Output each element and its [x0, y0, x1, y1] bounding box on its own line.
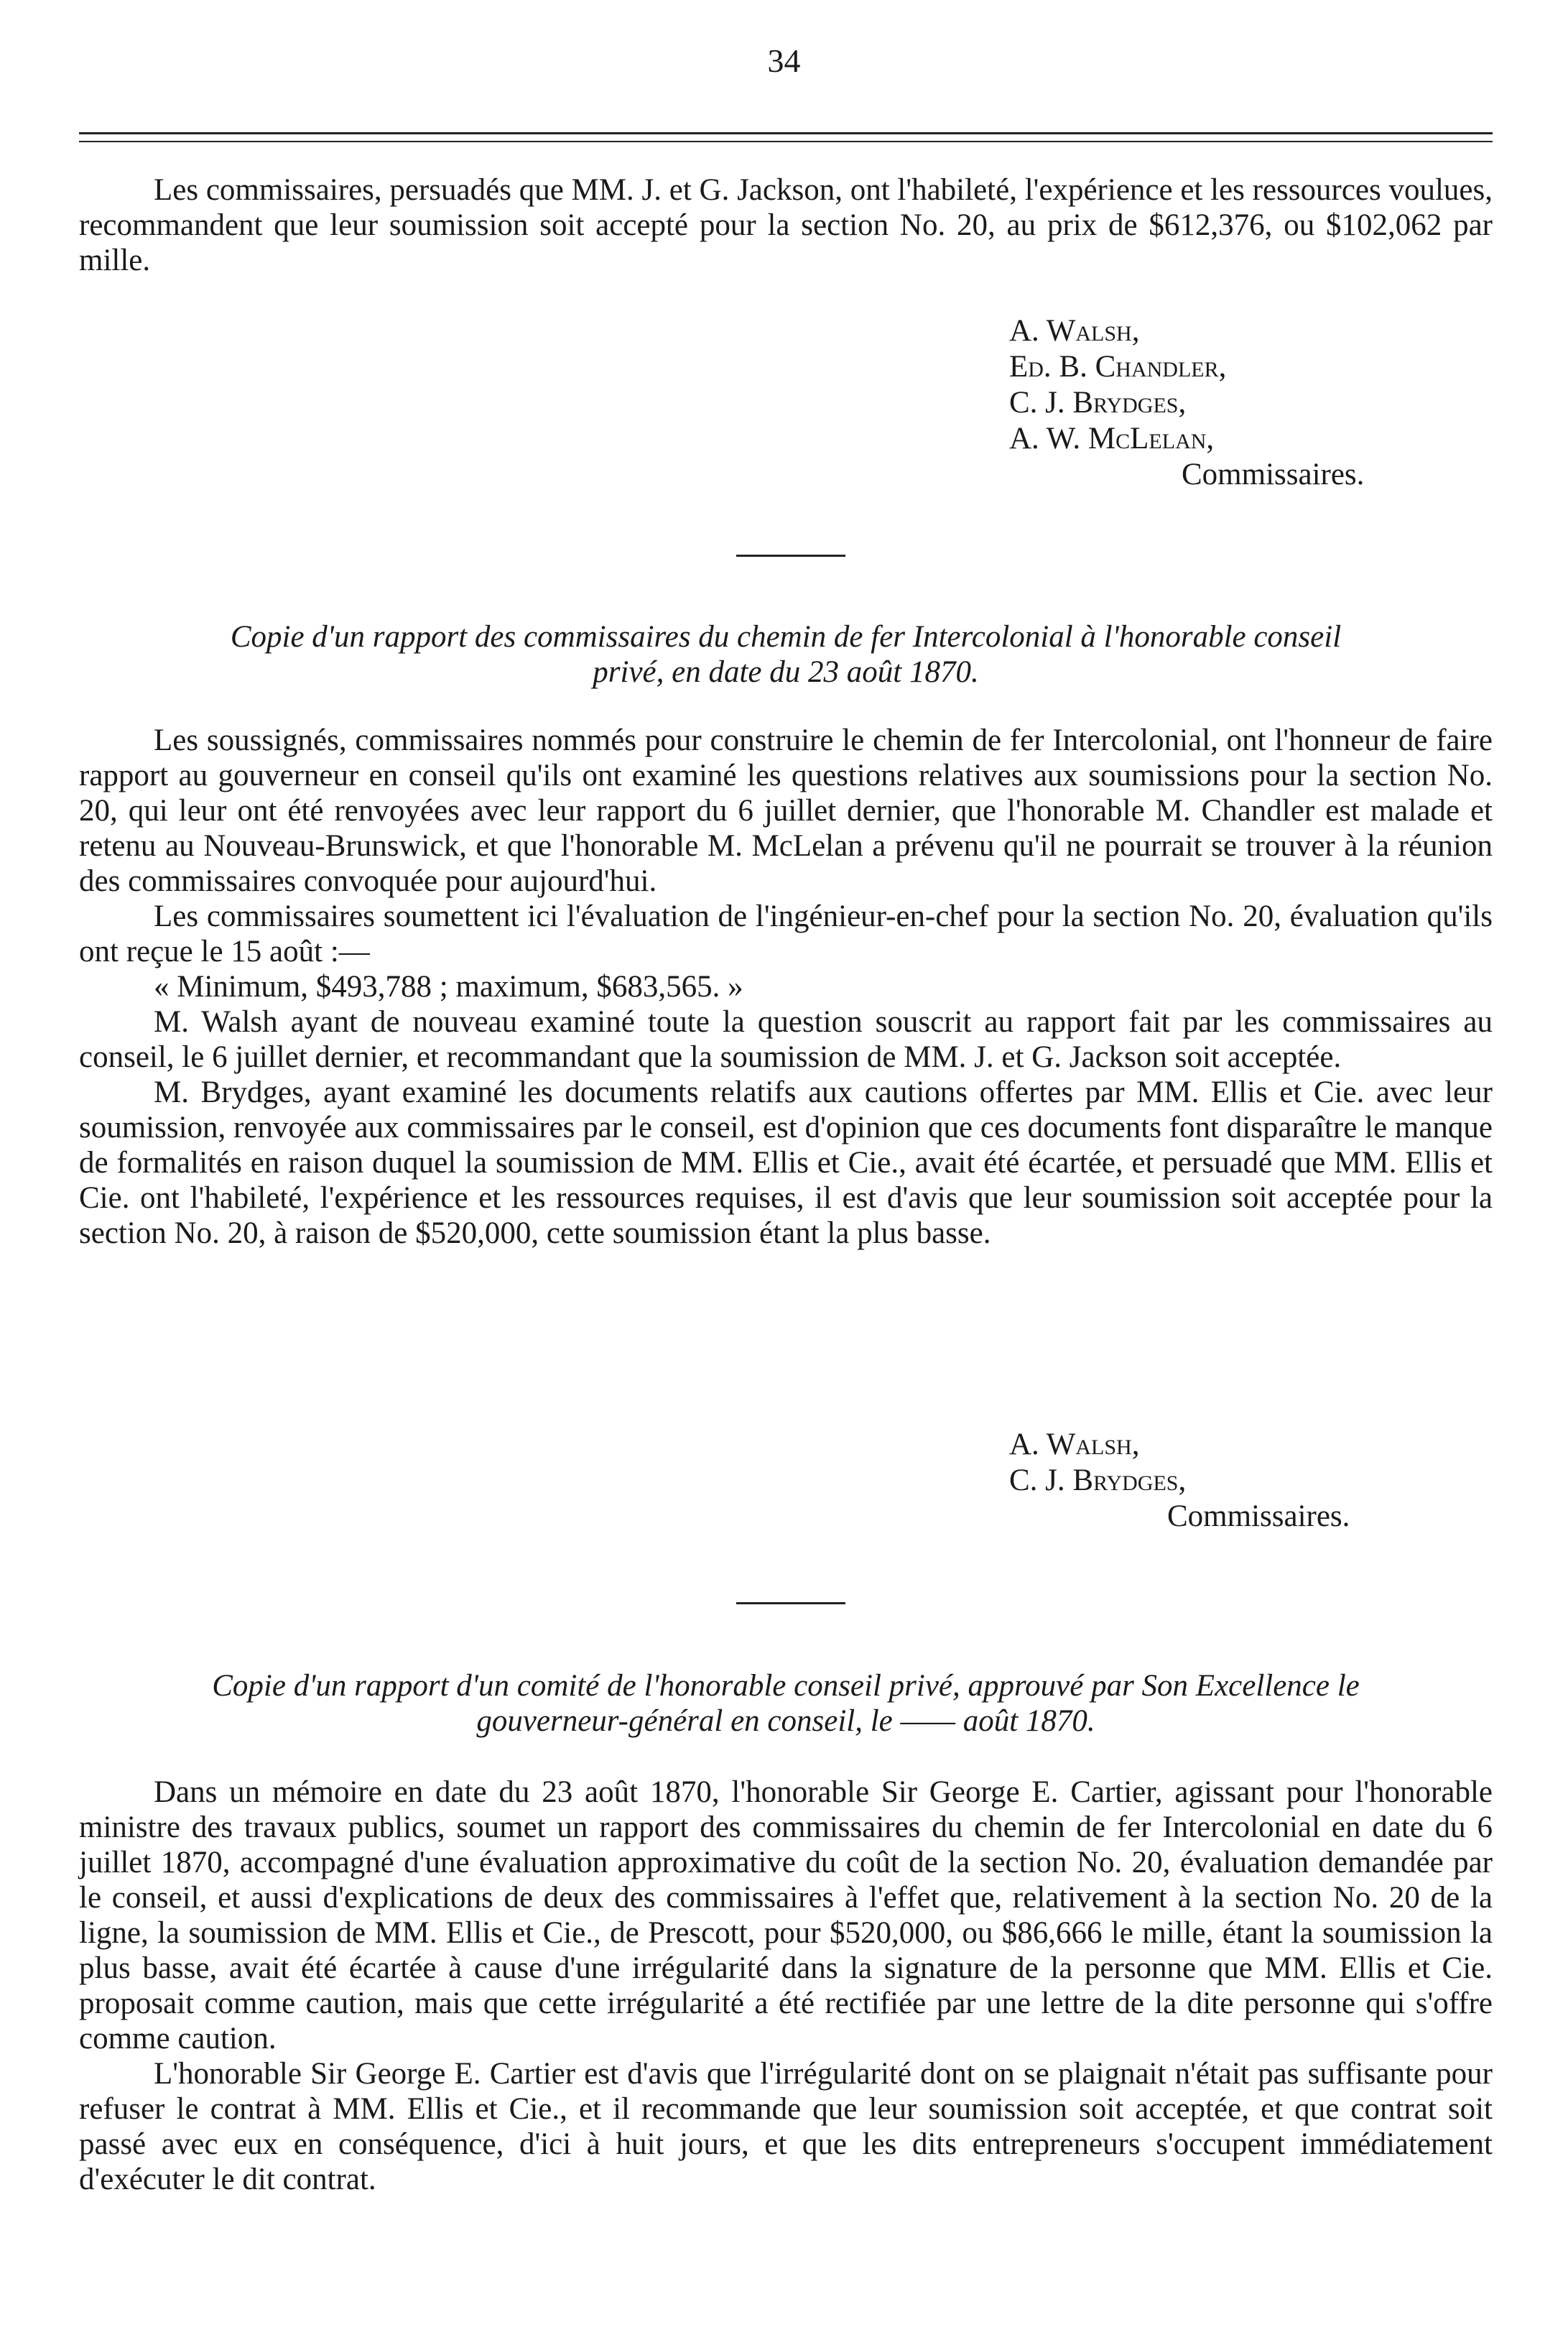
- section-1-body: [79, 172, 1493, 278]
- signatory-walsh-2: A. Walsh,: [1009, 1428, 1140, 1461]
- header-double-rule: [79, 132, 1493, 142]
- section-2-signature-block: [1009, 1427, 1350, 1535]
- section-3-heading: [79, 1668, 1493, 1739]
- section-2-heading-line-2: privé, en date du 23 août 1870.: [593, 655, 979, 689]
- section-3-paragraph-2: L'honorable Sir George E. Cartier est d'avis que l'irrégularité dont on se plaignait n'était pas suffisante pour refuser le contrat à MM. Ellis et Cie., et il recommande que leur soumission soit acceptée, et que contrat soit passé avec eux en conséquence, d'ici à huit jours, et que les dits entrepreneurs s'occupent immédiatement d'exécuter le dit contrat.: [79, 2057, 1493, 2196]
- section-2-paragraph-4: M. Brydges, ayant examiné les documents relatifs aux cautions offertes par MM. Ellis et Cie. avec leur soumission, renvoyée aux commissaires par le conseil, est d'opinion que ces documents font disparaître le manque de formalités en raison duquel la soumission de MM. Ellis et Cie., avait été écartée, et persuadé que MM. Ellis et Cie. ont l'habileté, l'expérience et les ressources requises, il est d'avis que leur soumission soit acceptée pour la section No. 20, à raison de $520,000, cette soumission étant la plus basse.: [79, 1076, 1493, 1250]
- section-3-body: [79, 1775, 1493, 2197]
- section-2-quote: « Minimum, $493,788 ; maximum, $683,565. »: [154, 970, 743, 1004]
- section-3-heading-line-1: Copie d'un rapport d'un comité de l'honorable conseil privé, approuvé par Son Excellence le: [212, 1669, 1360, 1703]
- signatory-walsh: A. Walsh,: [1009, 314, 1140, 348]
- section-2-heading-line-1: Copie d'un rapport des commissaires du chemin de fer Intercolonial à l'honorable conseil: [230, 620, 1342, 654]
- section-3-heading-line-2: gouverneur-général en conseil, le —— août 1870.: [476, 1704, 1095, 1738]
- section-2-paragraph-1: Les soussignés, commissaires nommés pour construire le chemin de fer Intercolonial, ont l'honneur de faire rapport au gouverneur en conseil qu'ils ont examiné les questions relatives aux soumissions pour la section No. 20, qui leur ont été renvoyées avec leur rapport du 6 juillet dernier, que l'honorable M. Chandler est malade et retenu au Nouveau-Brunswick, et que l'honorable M. McLelan a prévenu qu'il ne pourrait se trouver à la réunion des commissaires convoquée pour aujourd'hui.: [79, 723, 1493, 898]
- signatory-brydges-2: C. J. Brydges,: [1009, 1463, 1187, 1497]
- section-2-paragraph-2: Les commissaires soumettent ici l'évaluation de l'ingénieur-en-chef pour la section No. 20, évaluation qu'ils ont reçue le 15 août :—: [79, 900, 1493, 968]
- page-number: 34: [767, 42, 801, 79]
- section-3-paragraph-1: Dans un mémoire en date du 23 août 1870, l'honorable Sir George E. Cartier, agissant pour l'honorable ministre des travaux publics, soumet un rapport des commissaires du chemin de fer Intercolonial en date du 6 juillet 1870, accompagné d'une évaluation approximative du coût de la section No. 20, évaluation demandée par le conseil, et aussi d'explications de deux des commissaires à l'effet que, relativement à la section No. 20 de la ligne, la soumission de MM. Ellis et Cie., de Prescott, pour $520,000, ou $86,666 le mille, étant la soumission la plus basse, avait été écartée à cause d'une irrégularité dans la signature de la personne que MM. Ellis et Cie. proposait comme caution, mais que cette irrégularité a été rectifiée par une lettre de la dite personne qui s'offre comme caution.: [79, 1775, 1493, 2055]
- section-divider-1: [736, 555, 845, 557]
- section-divider-2: [736, 1602, 845, 1604]
- section-2-paragraph-3: M. Walsh ayant de nouveau examiné toute la question souscrit au rapport fait par les commissaires au conseil, le 6 juillet dernier, et recommandant que la soumission de MM. J. et G. Jackson soit acceptée.: [79, 1005, 1493, 1074]
- section-1-signature-block: [1009, 313, 1364, 493]
- signatory-chandler: Ed. B. Chandler,: [1009, 350, 1227, 384]
- signatory-brydges: C. J. Brydges,: [1009, 386, 1187, 420]
- signatory-mclelan: A. W. McLelan,: [1009, 422, 1215, 455]
- section-2-heading: [79, 619, 1493, 690]
- section-1-paragraph: Les commissaires, persuadés que MM. J. et G. Jackson, ont l'habileté, l'expérience et les ressources voulues, recommandent que leur soumission soit accepté pour la section No. 20, au prix de $612,376, ou $102,062 par mille.: [79, 173, 1493, 277]
- section-2-body: [79, 723, 1493, 1251]
- signatory-title-2: Commissaires.: [1167, 1499, 1350, 1533]
- signatory-title: Commissaires.: [1182, 458, 1365, 491]
